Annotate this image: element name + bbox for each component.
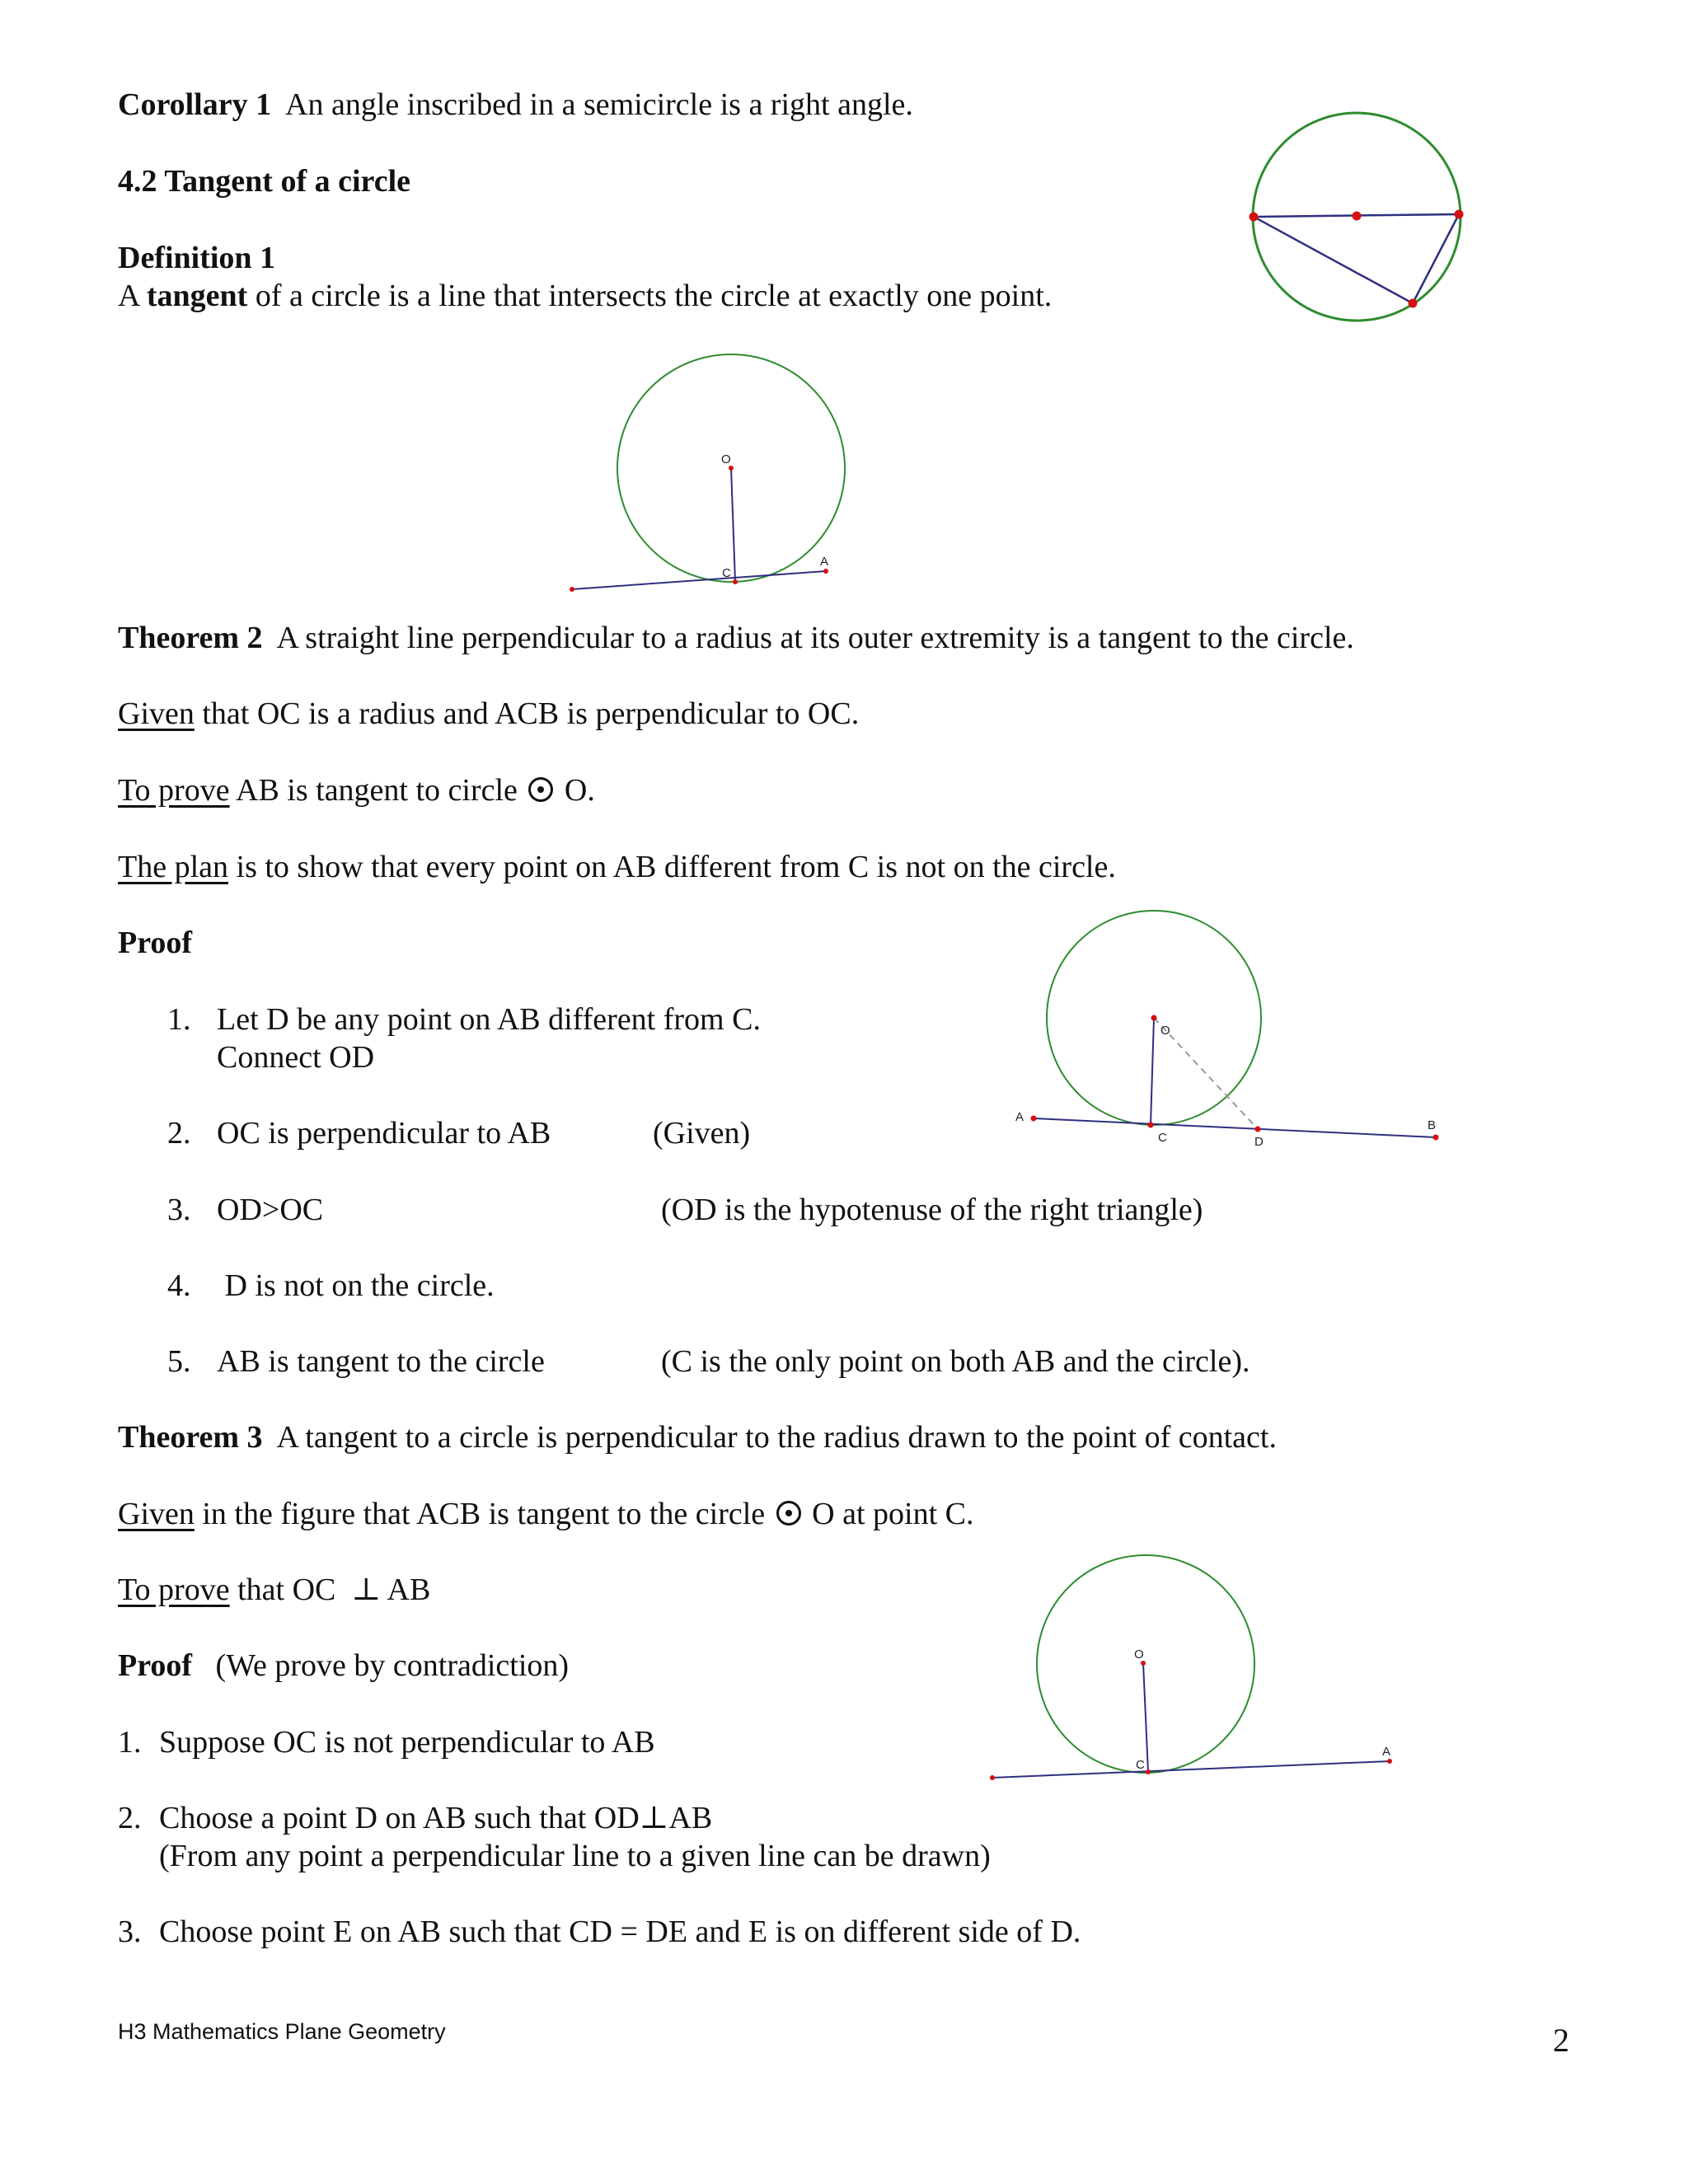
proof2-step-2-line1: OC is perpendicular to AB (217, 1116, 551, 1151)
proof3-note: (We prove by contradiction) (215, 1648, 570, 1683)
circle-dot-icon (776, 1501, 801, 1526)
fig2-label-o: O (1160, 1024, 1170, 1038)
chord-left (1254, 217, 1413, 303)
proof2-step-5-num: 5. (167, 1344, 191, 1379)
given2-text: that OC is a radius and ACB is perpendicular to OC. (194, 696, 860, 731)
definition-text (118, 277, 1052, 315)
fig2-label-c: C (1158, 1131, 1167, 1145)
fig1-point-left (570, 587, 574, 592)
point-left (1250, 213, 1259, 222)
fig3-point-c (1146, 1769, 1151, 1774)
definition-label: Definition 1 (118, 241, 276, 275)
fig1-radius (731, 468, 735, 582)
tangent-figure-2 (1006, 902, 1437, 1150)
proof3-step-2-line1: Choose a point D on AB such that OD⊥AB (159, 1801, 713, 1835)
definition-term: tangent (146, 279, 248, 313)
proof2-label: Proof (118, 926, 193, 960)
proof2-step-1-num: 1. (167, 1002, 191, 1037)
fig2-point-c (1148, 1122, 1154, 1128)
fig1-label-c: C (722, 566, 731, 580)
point-bottom (1409, 299, 1418, 308)
plan-text: is to show that every point on AB different from C is not on the circle. (228, 850, 1116, 884)
fig3-label-a: A (1382, 1745, 1391, 1759)
corollary-line (118, 86, 913, 124)
fig3-label-c: C (1136, 1758, 1145, 1772)
toprove2-label: To prove (118, 773, 230, 808)
semicircle-figure (1246, 107, 1477, 338)
fig2-label-d: D (1254, 1135, 1264, 1149)
corollary-label: Corollary 1 (118, 87, 272, 122)
proof3-step-3-line1: Choose point E on AB such that CD = DE and E is on different side of D. (159, 1915, 1081, 1949)
fig1-point-c (733, 579, 738, 584)
plan-label: The plan (118, 850, 229, 884)
toprove2-text-before: AB is tangent to circle (229, 773, 526, 808)
toprove2-line (118, 771, 595, 809)
tangent-figure-3 (973, 1541, 1401, 1788)
toprove3-text: that OC ⊥ AB (229, 1572, 431, 1607)
theorem2-label: Theorem 2 (118, 621, 263, 655)
fig2-point-b (1433, 1135, 1439, 1141)
given3-text-before: in the figure that ACB is tangent to the circle (194, 1497, 766, 1531)
toprove3-line (118, 1571, 430, 1609)
proof2-step-2-num: 2. (167, 1116, 191, 1151)
footer-text: H3 Mathematics Plane Geometry (118, 2019, 446, 2044)
given3-label: Given (118, 1497, 195, 1531)
fig1-point-a (823, 569, 828, 574)
proof2-step-3-line1: OD>OC (217, 1193, 324, 1227)
proof3-step-3-num: 3. (118, 1915, 142, 1949)
definition-pre: A (118, 279, 147, 313)
point-right (1455, 210, 1464, 219)
point-center (1353, 212, 1362, 221)
fig2-label-a: A (1015, 1110, 1025, 1124)
given2-label: Given (118, 696, 195, 731)
theorem3-text: A tangent to a circle is perpendicular to the radius drawn to the point of contact. (276, 1420, 1277, 1455)
proof2-step-1-line2: Connect OD (217, 1040, 375, 1075)
toprove2-text-after: O. (556, 773, 595, 808)
proof2-step-5-reason: (C is the only point on both AB and the circle). (661, 1344, 1250, 1379)
fig1-label-o: O (721, 452, 731, 466)
theorem2-line (118, 619, 1354, 657)
tangent-figure-1 (560, 346, 841, 593)
circle-dot-icon (528, 777, 553, 802)
given2-line (118, 695, 859, 733)
proof3-step-1-line1: Suppose OC is not perpendicular to AB (159, 1725, 655, 1760)
given3-line (118, 1495, 973, 1533)
fig3-circle (1037, 1555, 1254, 1773)
fig3-point-a (1387, 1759, 1392, 1764)
toprove3-label: To prove (118, 1572, 230, 1607)
fig3-point-left (990, 1775, 995, 1780)
fig3-label-o: O (1134, 1647, 1144, 1661)
proof3-step-1-num: 1. (118, 1725, 142, 1760)
fig1-label-a: A (820, 555, 829, 569)
proof2-step-4-num: 4. (167, 1268, 191, 1303)
fig2-radius (1151, 1018, 1154, 1125)
definition-post: of a circle is a line that intersects the circle at exactly one point. (247, 279, 1053, 313)
theorem2-text: A straight line perpendicular to a radius at its outer extremity is a tangent to the circle. (276, 621, 1354, 655)
fig2-point-o (1151, 1015, 1157, 1021)
corollary-text: An angle inscribed in a semicircle is a right angle. (285, 87, 913, 122)
theorem3-label: Theorem 3 (118, 1420, 263, 1455)
proof2-step-3-num: 3. (167, 1193, 191, 1227)
theorem3-line (118, 1418, 1277, 1456)
proof3-step-2-num: 2. (118, 1801, 142, 1835)
proof3-step-2-line2: (From any point a perpendicular line to a given line can be drawn) (159, 1839, 991, 1873)
given3-text-after: O at point C. (804, 1497, 974, 1531)
fig2-point-d (1255, 1127, 1261, 1132)
page-number: 2 (1553, 2022, 1569, 2059)
proof2-step-4-line1: D is not on the circle. (217, 1268, 495, 1303)
proof2-step-1-line1: Let D be any point on AB different from C. (217, 1002, 761, 1037)
plan-line (118, 848, 1116, 886)
fig3-radius (1143, 1663, 1148, 1772)
proof2-step-5-line1: AB is tangent to the circle (217, 1344, 545, 1379)
proof2-step-3-reason: (OD is the hypotenuse of the right triangle) (661, 1193, 1203, 1227)
section-title: 4.2 Tangent of a circle (118, 164, 411, 199)
proof2-step-2-reason: (Given) (653, 1116, 751, 1151)
fig1-tangent (572, 571, 826, 589)
fig2-point-a (1031, 1116, 1037, 1122)
proof3-label: Proof (118, 1648, 193, 1683)
fig2-label-b: B (1428, 1118, 1437, 1132)
fig2-tangent (1034, 1118, 1436, 1137)
proof3-line (118, 1647, 569, 1685)
